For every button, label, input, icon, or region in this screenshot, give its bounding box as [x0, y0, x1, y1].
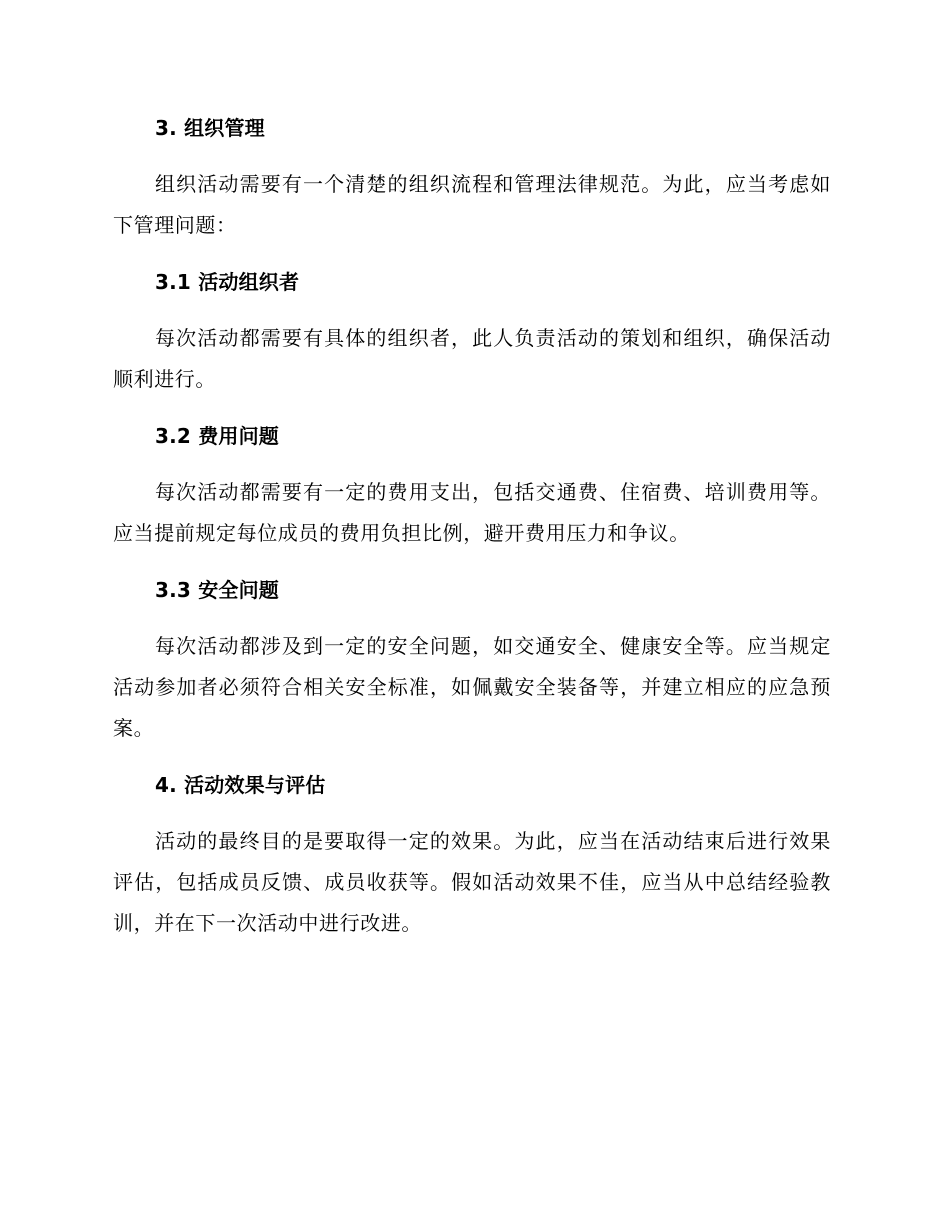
section-heading-organizer: 3.1 活动组织者: [155, 270, 300, 294]
section-heading-organization-management: 3. 组织管理: [155, 116, 265, 140]
section-heading-effect-evaluation: 4. 活动效果与评估: [155, 773, 326, 797]
section-paragraph-effect-evaluation: 活动的最终目的是要取得一定的效果。为此，应当在活动结束后进行效果评估，包括成员反馈、成员收获等。假如活动效果不佳，应当从中总结经验教训，并在下一次活动中进行改进。: [113, 829, 831, 935]
section-paragraph-organization-management: 组织活动需要有一个清楚的组织流程和管理法律规范。为此，应当考虑如下管理问题：: [113, 172, 831, 237]
section-paragraph-safety: 每次活动都涉及到一定的安全问题，如交通安全、健康安全等。应当规定活动参加者必须符合相关安全标准，如佩戴安全装备等，并建立相应的应急预案。: [113, 634, 831, 740]
section-paragraph-organizer: 每次活动都需要有具体的组织者，此人负责活动的策划和组织，确保活动顺利进行。: [113, 326, 831, 391]
section-heading-safety: 3.3 安全问题: [155, 578, 279, 602]
section-heading-cost: 3.2 费用问题: [155, 424, 279, 448]
document-body: [113, 110, 831, 944]
section-paragraph-cost: 每次活动都需要有一定的费用支出，包括交通费、住宿费、培训费用等。应当提前规定每位成员的费用负担比例，避开费用压力和争议。: [113, 480, 831, 545]
